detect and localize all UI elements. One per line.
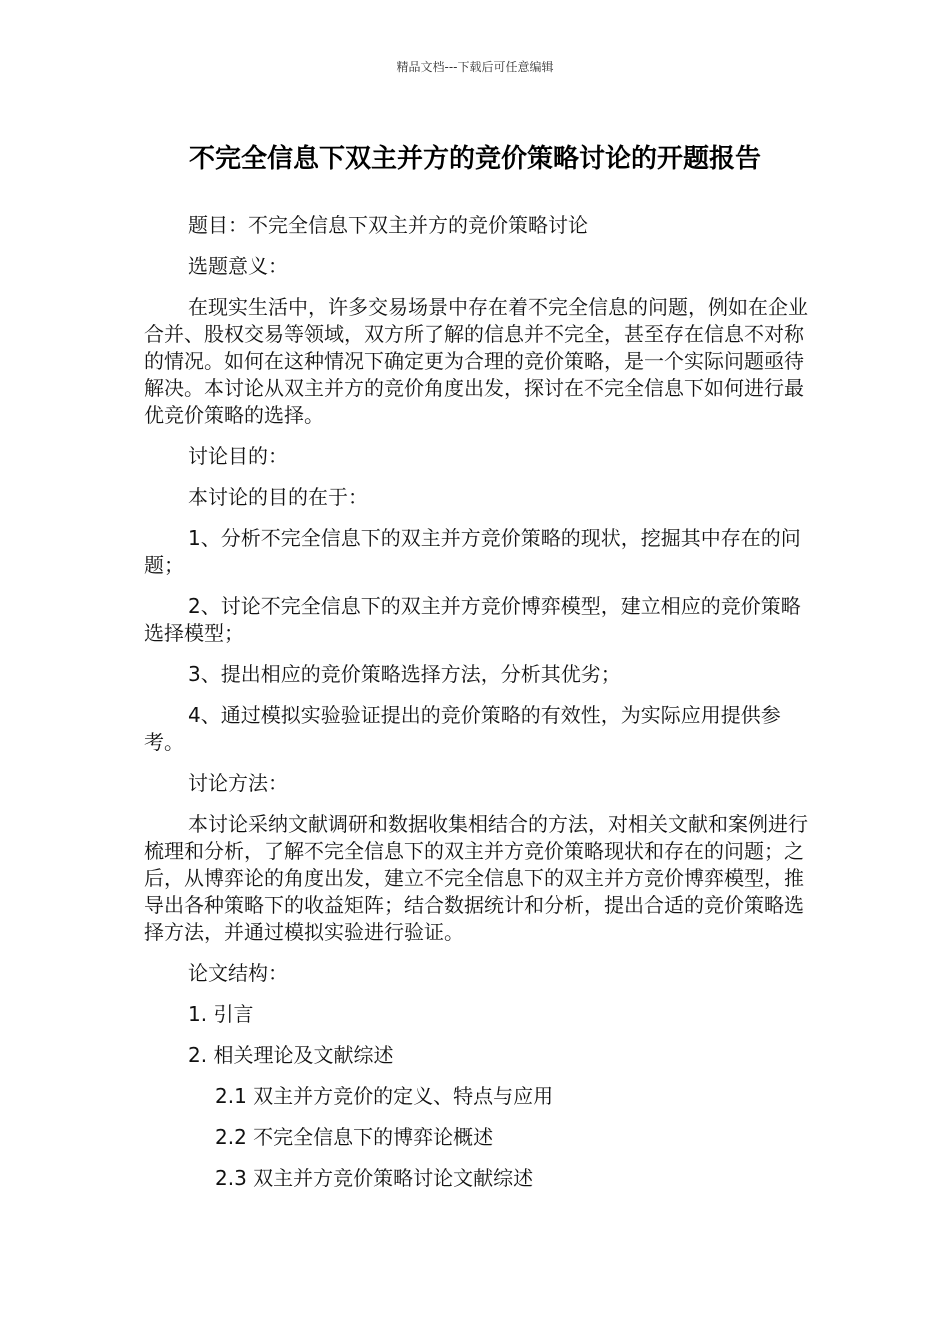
document-title: 不完全信息下双主并方的竞价策略讨论的开题报告 [188, 144, 761, 174]
purpose-item: 3、提出相应的竞价策略选择方法，分析其优劣； [188, 662, 621, 686]
document-body [144, 212, 808, 1206]
purpose-item: 1、分析不完全信息下的双主并方竞价策略的现状，挖掘其中存在的问题； [144, 526, 801, 577]
purpose-heading: 讨论目的： [188, 444, 288, 468]
topic-line: 题目：不完全信息下双主并方的竞价策略讨论 [188, 213, 588, 237]
method-heading: 讨论方法： [188, 771, 288, 795]
method-text: 本讨论采纳文献调研和数据收集相结合的方法，对相关文献和案例进行梳理和分析，了解不完全信息下的双主并方竞价策略现状和存在的问题；之后，从博弈论的角度出发，建立不完全信息下的双主并方竞价博弈模型，推导出各种策略下的收益矩阵；结合数据统计和分析，提出合适的竞价策略选择方法，并通过模拟实验进行验证。 [144, 812, 808, 944]
structure-subitem: 2.2 不完全信息下的博弈论概述 [215, 1125, 494, 1149]
significance-heading: 选题意义： [188, 254, 288, 278]
significance-text: 在现实生活中，许多交易场景中存在着不完全信息的问题，例如在企业合并、股权交易等领域，双方所了解的信息并不完全，甚至存在信息不对称的情况。如何在这种情况下确定更为合理的竞价策略，是一个实际问题亟待解决。本讨论从双主并方的竞价角度出发，探讨在不完全信息下如何进行最优竞价策略的选择。 [144, 295, 808, 427]
structure-item: 2. 相关理论及文献综述 [188, 1043, 394, 1067]
structure-item: 1. 引言 [188, 1002, 254, 1026]
purpose-intro: 本讨论的目的在于： [188, 485, 368, 509]
structure-subitem: 2.1 双主并方竞价的定义、特点与应用 [215, 1084, 554, 1108]
purpose-item: 2、讨论不完全信息下的双主并方竞价博弈模型，建立相应的竞价策略选择模型； [144, 594, 801, 645]
purpose-item: 4、通过模拟实验验证提出的竞价策略的有效性，为实际应用提供参考。 [144, 703, 781, 754]
structure-subitem: 2.3 双主并方竞价策略讨论文献综述 [215, 1166, 534, 1190]
header-note: 精品文档---下载后可任意编辑 [396, 60, 554, 74]
structure-heading: 论文结构： [188, 961, 288, 985]
